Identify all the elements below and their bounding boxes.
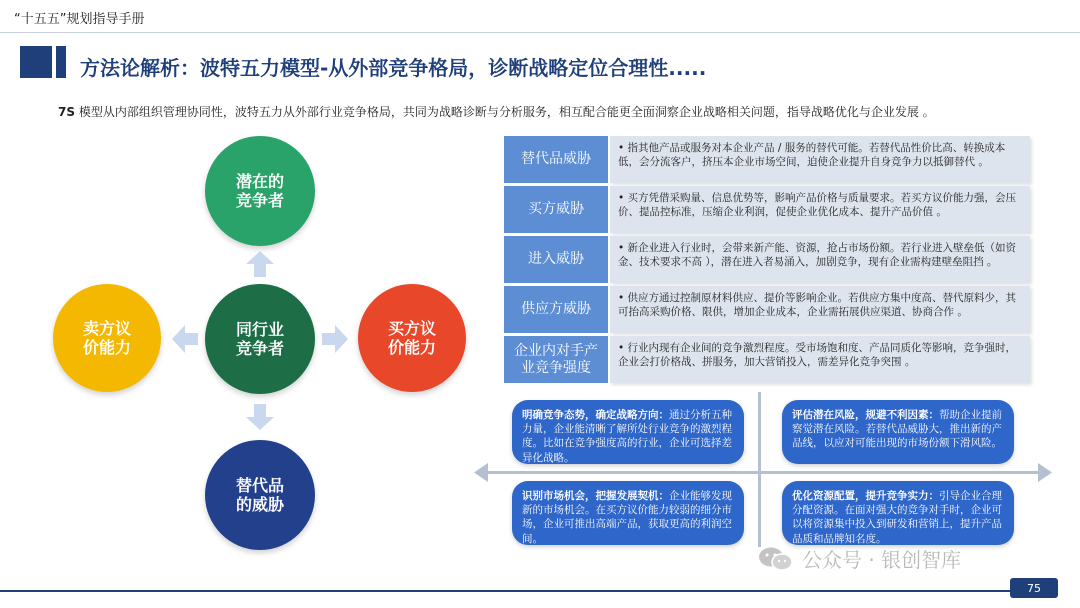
quadrant-text: 引导企业合理分配资源。在面对强大的竞争对手时，企业可以将资源集中投入到研发和营销上，提升产品品质和品牌知名度。 (792, 490, 1002, 545)
quadrant-bottom-right (782, 481, 1014, 545)
intro-text (58, 103, 935, 120)
quadrant-top-left (512, 400, 744, 464)
circle-industry-rivals: 同行业 竞争者 (205, 284, 315, 394)
intro-body: 模型从内部组织管理协同性，波特五力从外部行业竞争格局，共同为战略诊断与分析服务，相互配合能更全面洞察企业战略相关问题，指导战略优化与企业发展 。 (75, 105, 935, 119)
force-label-entrants: 进入威胁 (504, 236, 608, 283)
force-label-substitutes: 替代品威胁 (504, 136, 608, 183)
page-number: 75 (1010, 578, 1058, 598)
force-label-suppliers: 供应方威胁 (504, 286, 608, 333)
quadrant-bottom-left (512, 481, 744, 545)
quadrant-top-right (782, 400, 1014, 464)
footer-divider (0, 590, 1010, 592)
force-desc-substitutes: • 指其他产品或服务对本企业产品 / 服务的替代可能。若替代品性价比高、转换成本低，会分流客户，挤压本企业市场空间，迫使企业提升自身竞争力以抵御替代 。 (610, 136, 1030, 183)
wechat-icon (758, 546, 794, 572)
circle-supplier-power: 卖方议 价能力 (53, 284, 161, 392)
quadrant-text: 通过分析五种力量，企业能清晰了解所处行业竞争的激烈程度。比如在竞争强度高的行业，企业可选择差异化战略。 (522, 409, 732, 464)
force-desc-suppliers: • 供应方通过控制原材料供应、提价等影响企业。若供应方集中度高、替代原料少，其可抬高采购价格、限供，增加企业成本，企业需拓展供应渠道、协商合作 。 (610, 286, 1030, 333)
circle-buyer-power: 买方议 价能力 (358, 284, 466, 392)
arrow-up-icon (246, 251, 274, 277)
quadrant-title: 评估潜在风险，规避不利因素： (792, 409, 939, 421)
axis-left-arrow-icon (474, 463, 488, 482)
force-desc-entrants: • 新企业进入行业时，会带来新产能、资源，抢占市场份额。若行业进入壁垒低（如资金、技术要求不高 ），潜在进入者易涌入，加剧竞争，现有企业需构建壁垒阻挡 。 (610, 236, 1030, 283)
force-label-buyers: 买方威胁 (504, 186, 608, 233)
quadrant-text: 帮助企业提前察觉潜在风险。若替代品威胁大，推出新的产品线，以应对可能出现的市场份额下滑风险。 (792, 409, 1002, 450)
header-divider (0, 32, 1080, 33)
arrow-down-icon (246, 404, 274, 430)
quadrant-title: 明确竞争态势，确定战略方向： (522, 409, 669, 421)
circle-substitutes: 替代品 的威胁 (205, 440, 315, 550)
title-marker-icon (20, 46, 68, 78)
force-desc-buyers: • 买方凭借采购量、信息优势等，影响产品价格与质量要求。若买方议价能力强，会压价、提品控标准，压缩企业利润，促使企业优化成本、提升产品价值 。 (610, 186, 1030, 233)
force-label-rivalry: 企业内对手产 业竞争强度 (504, 336, 608, 383)
watermark-text: 公众号 · 银创智库 (802, 548, 962, 572)
arrow-left-icon (172, 325, 198, 353)
watermark (758, 544, 961, 573)
force-desc-rivalry: • 行业内现有企业间的竞争激烈程度。受市场饱和度、产品同质化等影响，竞争强时，企业会打价格战、拼服务，加大营销投入，需差异化竞争突围 。 (610, 336, 1030, 383)
slide-title: 方法论解析：波特五力模型-从外部竞争格局，诊断战略定位合理性..... (80, 56, 707, 80)
arrow-right-icon (322, 325, 348, 353)
quadrant-vertical-axis (758, 392, 761, 547)
axis-right-arrow-icon (1038, 463, 1052, 482)
quadrant-text: 企业能够发现新的市场机会。在买方议价能力较弱的细分市场，企业可推出高端产品，获取更高的利润空间。 (522, 490, 732, 545)
intro-prefix: 7S (58, 105, 75, 119)
document-label: “十五五”规划指导手册 (14, 12, 145, 27)
circle-potential-entrants: 潜在的 竞争者 (205, 136, 315, 246)
quadrant-title: 识别市场机会，把握发展契机： (522, 490, 669, 502)
quadrant-title: 优化资源配置，提升竞争实力： (792, 490, 939, 502)
quadrant-horizontal-axis (484, 471, 1042, 474)
